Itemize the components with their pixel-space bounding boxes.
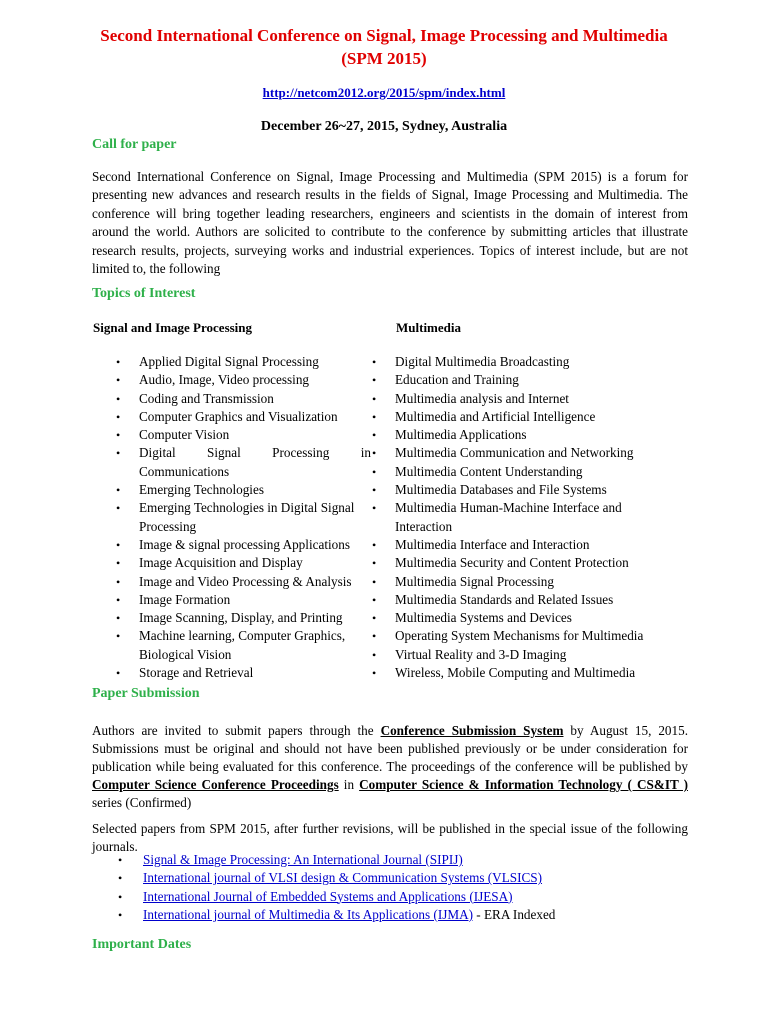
list-item: • Applied Digital Signal Processing <box>139 353 371 371</box>
list-item: • Multimedia Standards and Related Issues <box>395 591 657 609</box>
ijma-journal-link[interactable]: International journal of Multimedia & Its Applications (IJMA) <box>143 906 473 922</box>
conference-date: December 26~27, 2015, Sydney, Australia <box>260 119 508 134</box>
paper-submission-text <box>92 722 688 812</box>
list-item: • Virtual Reality and 3-D Imaging <box>395 646 657 664</box>
ijesa-journal-link[interactable]: International Journal of Embedded Systems and Applications (IJESA) <box>143 888 513 904</box>
list-item: • Multimedia and Artificial Intelligence <box>395 408 657 426</box>
list-item <box>143 869 555 887</box>
call-for-paper-text: Second International Conference on Signal, Image Processing and Multimedia (SPM 2015) is a forum for presenting new advances and research results in the fields of Signal, Image Processing and Multimedia. The conference will bring together leading researchers, engineers and scientists in the domain of interest from around the world. Authors are solicited to contribute to the conference by submitting articles that illustrate research results, projects, surveying works and industrial experiences. Topics of interest include, but are not limited to, the following <box>92 169 688 277</box>
submission-text-part: Authors are invited to submit papers through the <box>92 723 381 738</box>
sipij-journal-link[interactable]: Signal & Image Processing: An International Journal (SIPIJ) <box>143 852 463 867</box>
list-item: • Machine learning, Computer Graphics, Biological Vision <box>139 627 371 664</box>
list-item: • Coding and Transmission <box>139 390 371 408</box>
signal-image-column-heading: Signal and Image Processing <box>93 320 253 335</box>
submission-text-part: by August 15, 2015. Submissions must be original and should not have been published previously or be under consideration for publication while being evaluated for this conference. The proceedings of the conference will be published by <box>92 723 689 774</box>
cs-conference-proceedings-link[interactable]: Computer Science Conference Proceedings <box>92 777 339 792</box>
list-item: • Multimedia Systems and Devices <box>395 609 657 627</box>
list-item: • Computer Graphics and Visualization <box>139 408 371 426</box>
list-item: • Multimedia Signal Processing <box>395 573 657 591</box>
csit-series-link[interactable]: Computer Science & Information Technology ( CS&IT ) <box>359 777 688 792</box>
list-item: • Digital Signal Processing in Communications <box>139 444 371 481</box>
list-item: • Image Formation <box>139 591 371 609</box>
list-item: • Multimedia Interface and Interaction <box>395 536 657 554</box>
journals-intro-text: Selected papers from SPM 2015, after further revisions, will be published in the special issue of the following journals. <box>92 821 688 855</box>
multimedia-column-heading: Multimedia <box>396 320 461 335</box>
topics-heading: Topics of Interest <box>92 286 196 301</box>
vlsics-journal-link[interactable]: International journal of VLSI design & Communication Systems (VLSICS) <box>143 870 543 886</box>
list-item: • Emerging Technologies in Digital Signal Processing <box>139 499 371 536</box>
multimedia-topics-list <box>395 353 657 682</box>
list-item: • Wireless, Mobile Computing and Multimedia <box>395 664 657 682</box>
paper-submission-heading: Paper Submission <box>92 686 200 701</box>
list-item: • Multimedia Communication and Networking <box>395 444 657 462</box>
title-line-2: (SPM 2015) <box>341 49 427 68</box>
list-item: • Audio, Image, Video processing <box>139 371 371 389</box>
important-dates-heading: Important Dates <box>92 937 192 952</box>
list-item <box>143 851 555 869</box>
submission-text-part: in <box>338 777 360 792</box>
list-item: • Image Scanning, Display, and Printing <box>139 609 371 627</box>
list-item: • Education and Training <box>395 371 657 389</box>
list-item: • Multimedia Security and Content Protection <box>395 554 657 572</box>
signal-image-topics-list <box>139 353 371 682</box>
list-item: • Digital Multimedia Broadcasting <box>395 353 657 371</box>
list-item: • Computer Vision <box>139 426 371 444</box>
conference-submission-system-link[interactable]: Conference Submission System <box>380 723 564 738</box>
conference-title <box>60 24 708 70</box>
list-item: • Multimedia analysis and Internet <box>395 390 657 408</box>
list-item: • Image & signal processing Applications <box>139 536 371 554</box>
list-item: • Multimedia Content Understanding <box>395 463 657 481</box>
list-item: • Multimedia Human-Machine Interface and Interaction <box>395 499 657 536</box>
list-item: • Image and Video Processing & Analysis <box>139 573 371 591</box>
journals-list <box>143 851 555 924</box>
list-item: • Multimedia Applications <box>395 426 657 444</box>
list-item <box>143 888 555 906</box>
list-item: • Emerging Technologies <box>139 481 371 499</box>
list-item <box>143 906 555 924</box>
list-item: • Multimedia Databases and File Systems <box>395 481 657 499</box>
list-item: • Storage and Retrieval <box>139 664 371 682</box>
conference-url-link[interactable]: http://netcom2012.org/2015/spm/index.html <box>262 85 506 100</box>
era-indexed-note: - ERA Indexed <box>473 906 556 922</box>
submission-text-part: series (Confirmed) <box>92 795 192 810</box>
list-item: • Image Acquisition and Display <box>139 554 371 572</box>
call-for-paper-heading: Call for paper <box>92 137 177 152</box>
title-line-1: Second International Conference on Signal, Image Processing and Multimedia <box>100 26 668 45</box>
list-item: • Operating System Mechanisms for Multimedia <box>395 627 657 645</box>
